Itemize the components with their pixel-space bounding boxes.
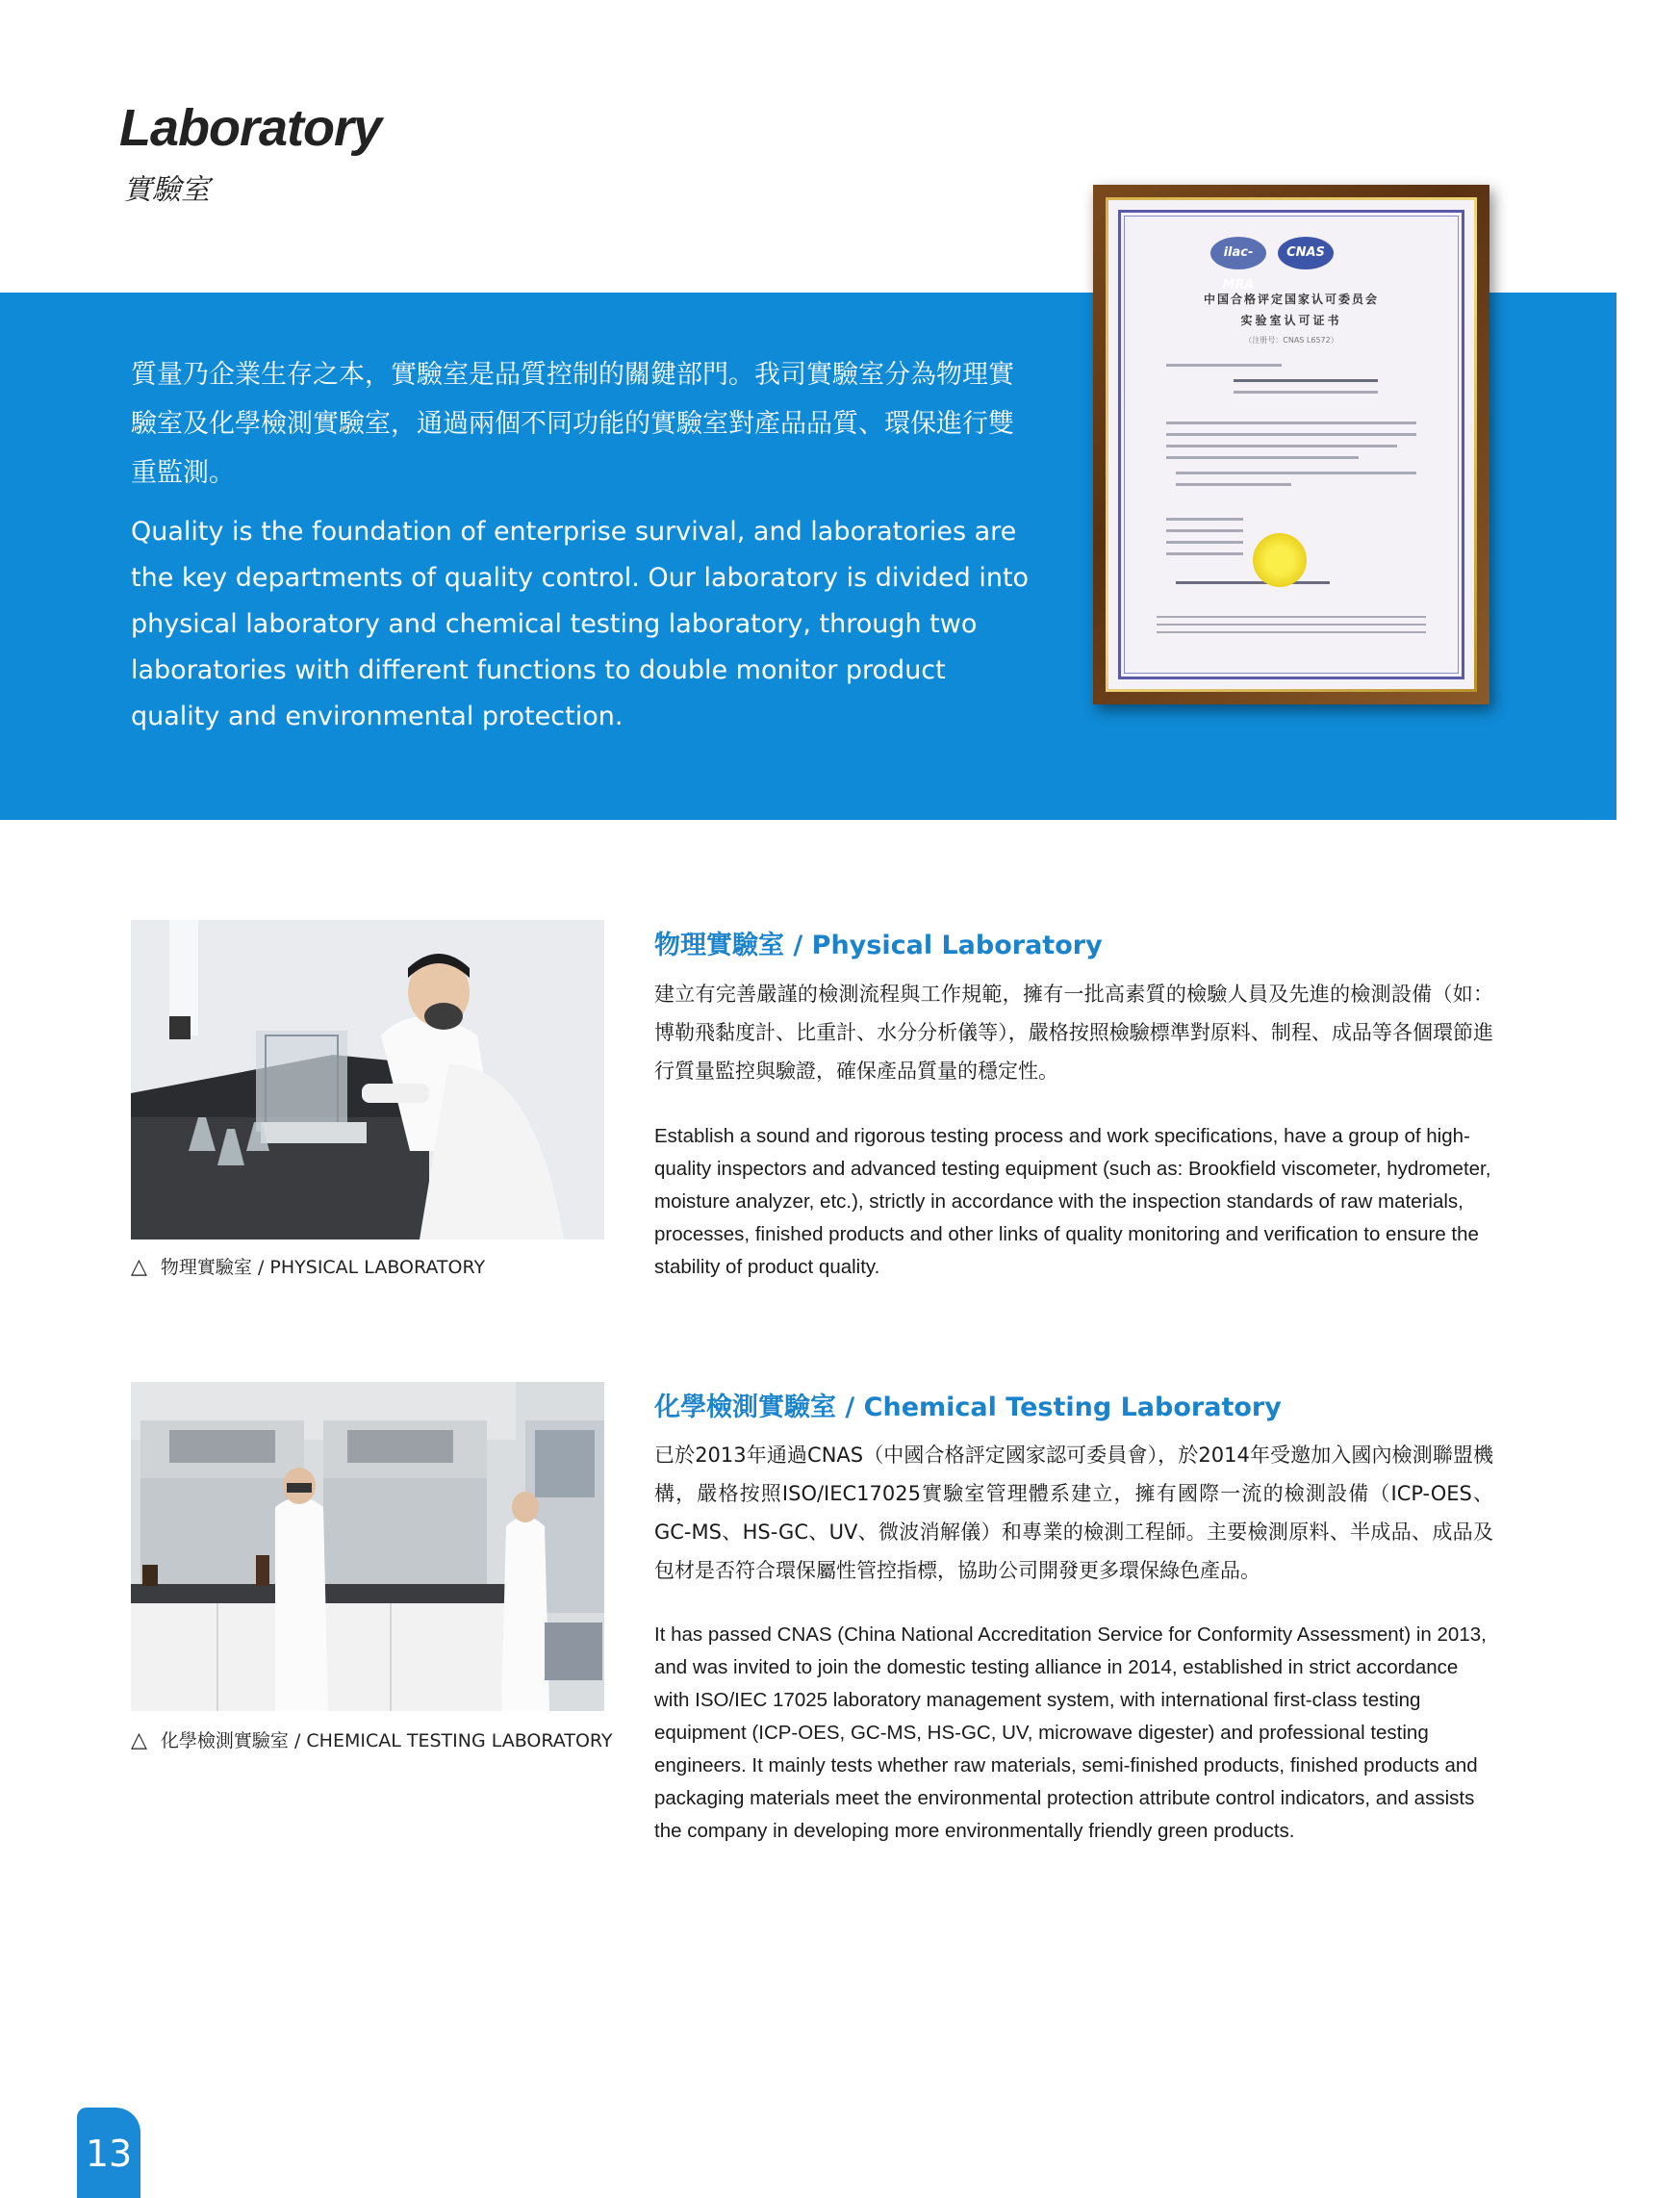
certificate-reg-number: （注册号：CNAS L6572） [1244, 336, 1338, 345]
page-number: 13 [85, 2133, 133, 2175]
chemical-laboratory-caption [131, 1726, 613, 1752]
physical-text-en: Establish a sound and rigorous testing process and work specifications, have a group of high-quality inspectors and advanced testing equipment (such as: Brookfield viscometer, hydrometer, moisture analyzer, etc.), strictly in accordance with the inspection standards of raw materials, processes, finished products and other links of quality monitoring and verification to ensure the stability of product quality. [654, 1125, 1491, 1278]
intro-text-zh: 質量乃企業生存之本，實驗室是品質控制的關鍵部門。我司實驗室分為物理實驗室及化學檢測實驗室，通過兩個不同功能的實驗室對產品品質、環保進行雙重監測。 [131, 360, 1014, 488]
certificate-date-line [1166, 518, 1243, 521]
gold-seal-icon [1253, 533, 1307, 587]
cnas-certificate-image [1093, 185, 1489, 704]
intro-text-en: Quality is the foundation of enterprise survival, and laboratories are the key departments of quality control. Our laboratory is divided into physical laboratory and chemical testing laboratory, through two laboratories with different functions to double monitor product quality and environmental protection. [131, 517, 1030, 731]
cnas-logo: CNAS [1278, 237, 1334, 269]
certificate-text-line [1234, 391, 1378, 394]
certificate-footnote-line [1157, 631, 1426, 633]
triangle-icon: △ [131, 1255, 147, 1279]
certificate-paper [1108, 200, 1474, 689]
page-title: Laboratory [119, 99, 382, 157]
certificate-text-line [1166, 364, 1282, 367]
certificate-text-line [1166, 445, 1397, 447]
certificate-date-line [1166, 529, 1243, 532]
chemical-text-zh: 已於2013年通過CNAS（中國合格評定國家認可委員會），於2014年受邀加入國內檢測聯盟機構，嚴格按照ISO/IEC17025實驗室管理體系建立，擁有國際一流的檢測設備（ICP-OES、GC-MS、HS-GC、UV、微波消解儀）和專業的檢測工程師。主要檢測原料、半成品、成品及包材是否符合環保屬性管控指標，協助公司開發更多環保綠色產品。 [654, 1444, 1493, 1582]
chemical-lab-illustration [131, 1382, 604, 1711]
triangle-icon: △ [131, 1728, 147, 1752]
physical-laboratory-caption [131, 1253, 485, 1279]
certificate-text-line [1176, 483, 1291, 486]
chemical-laboratory-photo [131, 1382, 604, 1711]
certificate-issuer: 中国合格评定国家认可委员会 [1203, 293, 1379, 306]
certificate-text-line [1166, 422, 1416, 424]
certificate-text-line [1234, 379, 1378, 382]
certificate-date-line [1166, 541, 1243, 544]
physical-section-title: 物理實驗室 / Physical Laboratory [654, 931, 1103, 960]
certificate-footnote-line [1157, 616, 1426, 618]
certificate-text-line [1166, 433, 1416, 436]
certificate-text-line [1166, 456, 1359, 459]
physical-text-zh: 建立有完善嚴謹的檢測流程與工作規範，擁有一批高素質的檢驗人員及先進的檢測設備（如：博勒飛黏度計、比重計、水分分析儀等），嚴格按照檢驗標準對原料、制程、成品等各個環節進行質量監控與驗證，確保產品質量的穩定性。 [654, 983, 1493, 1083]
chemical-section-title: 化學檢測實驗室 / Chemical Testing Laboratory [654, 1393, 1282, 1422]
certificate-text-line [1176, 581, 1330, 584]
chemical-caption-text: 化學檢測實驗室 / CHEMICAL TESTING LABORATORY [160, 1730, 613, 1751]
certificate-title: 实验室认可证书 [1240, 314, 1342, 327]
certificate-text-line [1176, 472, 1416, 474]
ilac-mra-logo: ilac-MRA [1210, 237, 1266, 269]
certificate-date-line [1166, 552, 1243, 555]
physical-caption-text: 物理實驗室 / PHYSICAL LABORATORY [160, 1257, 486, 1278]
physical-laboratory-photo [131, 920, 604, 1240]
chemical-text-en: It has passed CNAS (China National Accreditation Service for Conformity Assessment) in 2013, and was invited to join the domestic testing alliance in 2014, established in strict accordance with ISO/IEC 17025 laboratory management system, with international first-class testing equipment (ICP-OES, GC-MS, HS-GC, UV, microwave digester) and professional testing engineers. It mainly tests whether raw materials, semi-finished products, finished products and packaging materials meet the environmental protection attribute control indicators, and assists the company in developing more environmentally friendly green products. [654, 1623, 1487, 1842]
page-number-tab [77, 2108, 140, 2198]
certificate-footnote-line [1157, 624, 1426, 626]
physical-lab-illustration [131, 920, 604, 1240]
page-subtitle: 實驗室 [123, 173, 210, 207]
